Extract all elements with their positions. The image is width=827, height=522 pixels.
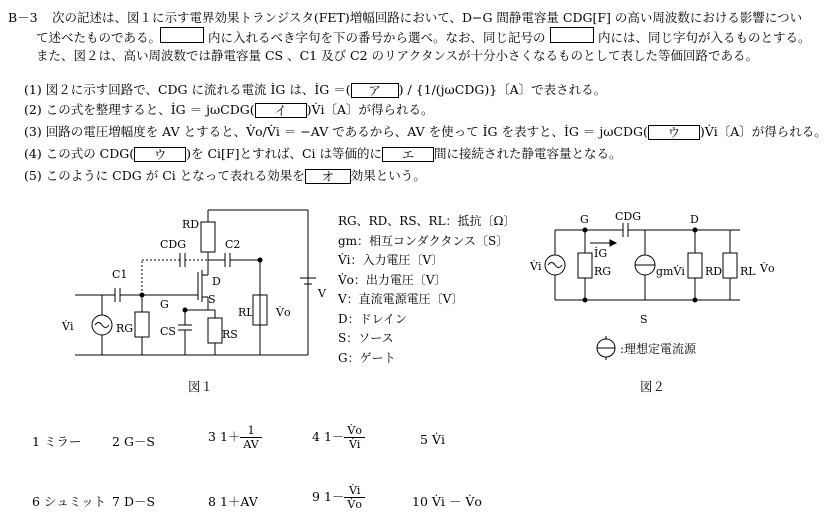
figure-2-caption: 図２	[640, 379, 666, 394]
answer-box: オ	[305, 169, 351, 184]
fig1-label-rs: RS	[222, 328, 238, 341]
item-1: (1) 図２に示す回路で、CDG に流れる電流 İG は、İG ＝( ア ) / {1/(jωCDG)}〔A〕で表される。	[24, 82, 607, 98]
fig1-label-rd: RD	[182, 218, 200, 231]
fig2-label-rl: RL	[740, 265, 756, 278]
fig1-label-c2: C2	[225, 238, 241, 251]
current-source-symbol	[594, 336, 618, 360]
choice-7: 7 D－S	[112, 494, 156, 509]
question-number: B－3	[8, 10, 38, 25]
choice-6: 6 シュミット	[32, 494, 106, 509]
intro-line-2c: 内には、同じ字句が入るものとする。	[598, 30, 811, 45]
fig1-label-c1: C1	[112, 268, 128, 281]
choice-8: 8 1＋AV	[208, 494, 258, 509]
intro-line-2b: 内に入れるべき字句を下の番号から選べ。なお、同じ記号の	[208, 30, 546, 45]
blank-box	[160, 27, 204, 43]
intro-line-2a: て述べたものである。	[36, 30, 162, 45]
choice-5: 5 V̇i	[420, 432, 445, 447]
choice-9: 9 1－ $\frac{V̇i}{V̇o}$	[312, 484, 365, 511]
fig1-label-v: V	[318, 287, 326, 300]
answer-box: イ	[255, 103, 307, 118]
answer-box: エ	[382, 147, 434, 162]
choice-4: 4 1－ $\frac{V̇o}{V̇i}$	[312, 424, 365, 451]
item-3: (3) 回路の電圧増幅度を AV とすると、V̇o/V̇i ＝ −AV であるから、AV を使って İG を表すと、İG ＝ jωCDG( ウ )V̇i〔A〕が得られる。	[24, 124, 827, 140]
choice-10: 10 V̇i － V̇o	[412, 494, 482, 509]
fig2-label-cdg: CDG	[615, 210, 642, 223]
fig2-label-s: S	[640, 313, 648, 326]
fig1-label-cs: CS	[160, 325, 176, 338]
blank-box	[550, 27, 594, 43]
fig2-label-vo: V̇o	[760, 262, 775, 275]
item-4: (4) この式の CDG( ウ )を Ci[F]とすれば、Ci は等価的に エ 間に接続された静電容量となる。	[24, 146, 622, 162]
legend: RG、RD、RS、RL：抵抗〔Ω〕 gm：相互コンダクタンス〔S〕 V̇i：入力電圧〔V〕 V̇o：出力電圧〔V〕 V：直流電源電圧〔V〕 D：ドレイン S：ソース G：ゲート	[338, 214, 516, 365]
fig2-label-g: G	[580, 213, 589, 226]
fig1-label-vi: V̇i	[62, 320, 74, 333]
answer-box: ウ	[648, 125, 700, 140]
fig1-label-rg: RG	[116, 322, 134, 335]
fig1-label-vo: V̇o	[276, 306, 291, 319]
fig2-label-ig: İG	[594, 247, 608, 260]
fig2-label-gmvi: gmV̇i	[656, 265, 685, 278]
fig2-label-vi: V̇i	[530, 260, 542, 273]
item-2: (2) この式を整理すると、İG ＝ jωCDG( イ )V̇i〔A〕が得られる。	[24, 102, 434, 118]
item-5: (5) このように CDG が Ci となって表れる効果を オ 効果という。	[24, 168, 426, 184]
answer-box: ア	[351, 83, 399, 98]
fig1-label-cdg: CDG	[160, 238, 187, 251]
figure-1-caption: 図１	[188, 379, 214, 394]
answer-box: ウ	[134, 147, 186, 162]
fig2-label-d: D	[690, 213, 699, 226]
choice-2: 2 G－S	[112, 434, 155, 449]
intro-line-3: また、図２は、高い周波数では静電容量 CS 、C1 及び C2 のリアクタンスが十分小さくなるものとして表した等価回路である。	[36, 48, 759, 63]
fig2-label-rg: RG	[594, 265, 612, 278]
fig1-label-s: S	[208, 293, 216, 306]
fig2-label-rd: RD	[705, 265, 723, 278]
current-source-note: :理想定電流源	[620, 342, 697, 356]
intro-line-1: 次の記述は、図１に示す電界効果トランジスタ(FET)増幅回路において、D−G 間静電容量 CDG[F] の高い周波数における影響につい	[52, 10, 803, 25]
fig1-label-rl: RL	[238, 306, 254, 319]
choice-1: 1 ミラー	[32, 434, 82, 449]
choice-3: 3 1＋ $\frac{1}{AV}$	[208, 424, 262, 451]
fig1-label-d: D	[212, 275, 221, 288]
fig1-label-g: G	[160, 298, 169, 311]
